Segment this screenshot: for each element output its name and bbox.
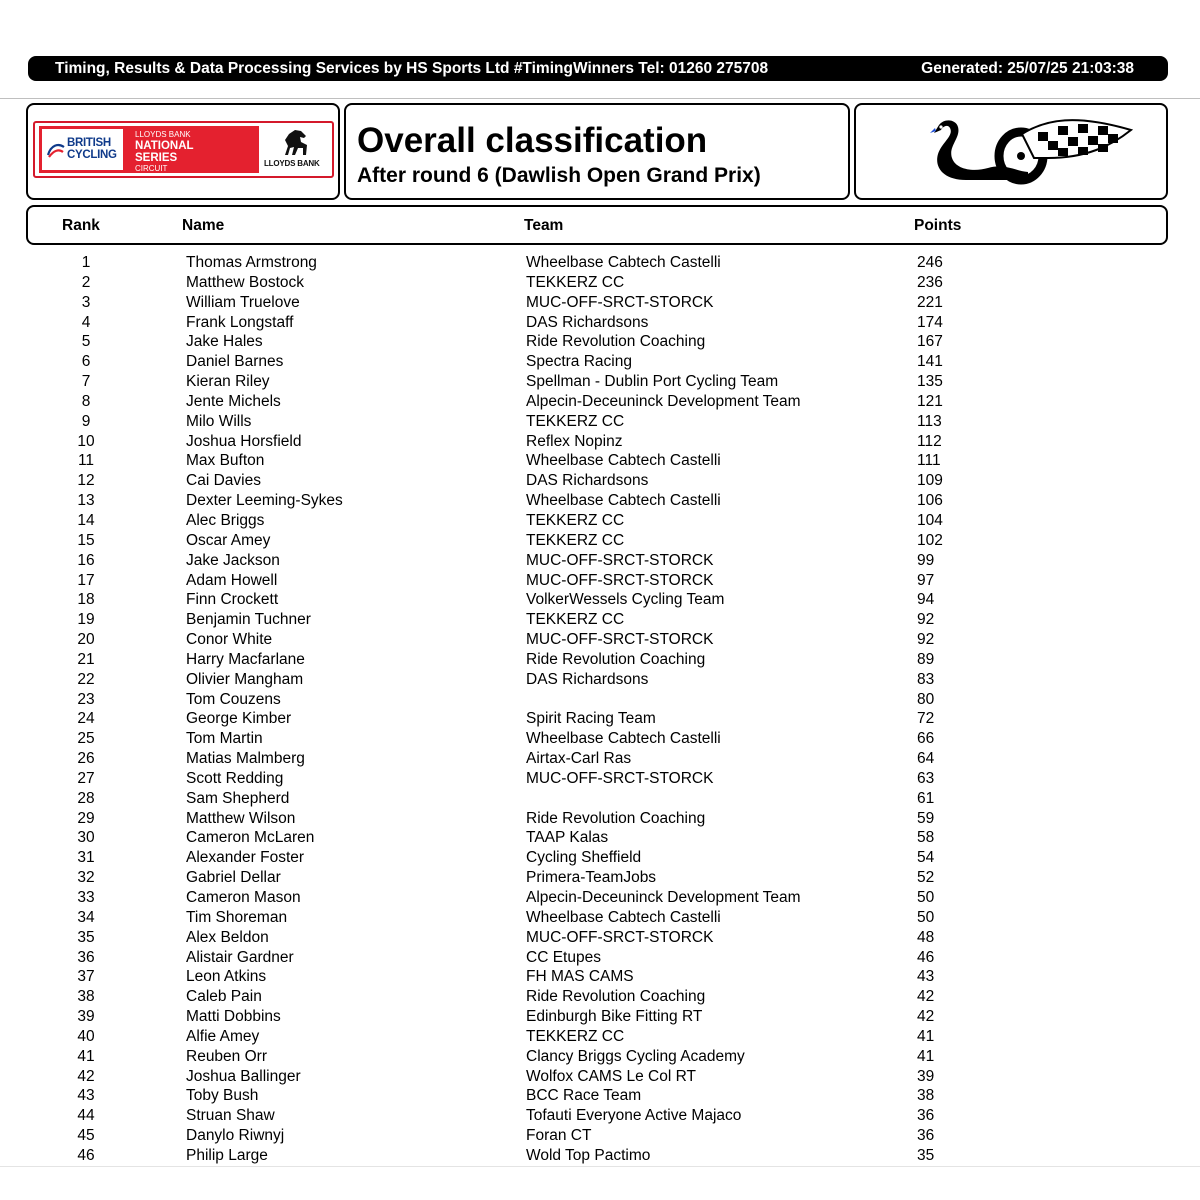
team-cell: MUC-OFF-SRCT-STORCK	[526, 928, 714, 946]
points-cell: 72	[917, 710, 935, 728]
circuit-text: CIRCUIT	[135, 164, 168, 173]
table-row	[0, 1047, 1200, 1067]
team-cell: TAAP Kalas	[526, 829, 609, 847]
rank-cell: 4	[81, 313, 91, 331]
table-row	[0, 332, 1200, 352]
points-cell: 36	[917, 1107, 935, 1125]
team-cell: DAS Richardsons	[526, 472, 649, 490]
team-cell: Reflex Nopinz	[526, 432, 623, 450]
table-row	[0, 432, 1200, 452]
points-cell: 92	[917, 631, 935, 649]
table-header	[26, 205, 1168, 245]
rider-name-cell: Tom Martin	[186, 730, 263, 748]
points-cell: 41	[917, 1047, 935, 1065]
rank-cell: 22	[77, 670, 95, 688]
rank-cell: 25	[77, 730, 95, 748]
points-cell: 92	[917, 611, 935, 629]
british-cycling-wordmark: BRITISH CYCLING	[67, 137, 117, 161]
points-cell: 66	[917, 730, 935, 748]
rider-name-cell: Gabriel Dellar	[186, 869, 281, 887]
team-cell: Ride Revolution Coaching	[526, 809, 706, 827]
rider-name-cell: Matthew Bostock	[186, 273, 305, 291]
rider-name-cell: Harry Macfarlane	[186, 650, 305, 668]
title-panel	[344, 103, 850, 200]
points-cell: 174	[917, 313, 943, 331]
rank-cell: 30	[77, 829, 95, 847]
table-row	[0, 352, 1200, 372]
footer-divider	[0, 1166, 1200, 1167]
points-cell: 135	[917, 373, 943, 391]
national-series-logo	[33, 121, 334, 178]
rider-name-cell: Alfie Amey	[186, 1027, 260, 1045]
rider-name-cell: Scott Redding	[186, 769, 284, 787]
team-cell: TEKKERZ CC	[526, 611, 625, 629]
points-cell: 48	[917, 928, 935, 946]
rider-name-cell: Joshua Ballinger	[186, 1067, 301, 1085]
team-cell: TEKKERZ CC	[526, 511, 625, 529]
rider-name-cell: Jake Jackson	[186, 551, 280, 569]
table-row	[0, 392, 1200, 412]
team-cell: MUC-OFF-SRCT-STORCK	[526, 631, 714, 649]
table-row	[0, 1126, 1200, 1146]
rank-cell: 42	[77, 1067, 95, 1085]
rider-name-cell: Cameron Mason	[186, 889, 301, 906]
table-row	[0, 1027, 1200, 1047]
rider-name-cell: Alec Briggs	[186, 511, 265, 529]
points-cell: 104	[917, 511, 943, 529]
rank-cell: 29	[77, 809, 95, 827]
lloyds-bank-wordmark: LLOYDS BANK	[264, 159, 320, 168]
team-cell: TEKKERZ CC	[526, 412, 625, 430]
rank-cell: 33	[77, 889, 95, 906]
table-row	[0, 491, 1200, 511]
rank-cell: 5	[81, 333, 91, 351]
team-cell: Wheelbase Cabtech Castelli	[526, 452, 721, 470]
rank-cell: 36	[77, 948, 95, 966]
team-cell: Alpecin-Deceuninck Development Team	[526, 392, 801, 410]
team-cell: Alpecin-Deceuninck Development Team	[526, 889, 801, 906]
column-header-name: Name	[182, 217, 225, 234]
black-horse-icon	[279, 128, 313, 158]
table-row	[0, 571, 1200, 591]
rank-cell: 35	[77, 928, 95, 946]
rank-cell: 45	[77, 1127, 95, 1145]
table-row	[0, 908, 1200, 928]
national-series-text: NATIONAL SERIES	[135, 140, 194, 164]
points-cell: 246	[917, 254, 943, 271]
points-cell: 121	[917, 392, 943, 410]
points-cell: 83	[917, 670, 935, 688]
points-cell: 109	[917, 472, 943, 490]
team-cell: Edinburgh Bike Fitting RT	[526, 1008, 703, 1026]
rank-cell: 16	[77, 551, 95, 569]
rider-name-cell: Joshua Horsfield	[186, 432, 302, 450]
points-cell: 54	[917, 849, 935, 867]
rider-name-cell: Jente Michels	[186, 392, 281, 410]
rider-name-cell: Daniel Barnes	[186, 353, 284, 371]
rank-cell: 40	[77, 1027, 95, 1045]
points-cell: 35	[917, 1146, 935, 1164]
rider-name-cell: Conor White	[186, 631, 273, 649]
rank-cell: 14	[77, 511, 95, 529]
points-cell: 50	[917, 889, 935, 906]
points-cell: 64	[917, 750, 935, 768]
emblem-panel	[854, 103, 1168, 200]
team-cell: Wheelbase Cabtech Castelli	[526, 730, 721, 748]
rank-cell: 10	[77, 432, 95, 450]
rank-cell: 9	[81, 412, 91, 430]
rider-name-cell: Olivier Mangham	[186, 670, 304, 688]
table-row	[0, 809, 1200, 829]
team-cell: Ride Revolution Coaching	[526, 650, 706, 668]
team-cell: MUC-OFF-SRCT-STORCK	[526, 551, 714, 569]
rider-name-cell: Tom Couzens	[186, 690, 281, 708]
table-row	[0, 511, 1200, 531]
points-cell: 58	[917, 829, 935, 847]
rider-name-cell: Philip Large	[186, 1146, 268, 1164]
table-row	[0, 690, 1200, 710]
team-cell: Primera-TeamJobs	[526, 869, 657, 887]
team-cell: Wheelbase Cabtech Castelli	[526, 492, 721, 510]
table-row	[0, 1007, 1200, 1027]
rider-name-cell: Adam Howell	[186, 571, 278, 589]
points-cell: 38	[917, 1087, 935, 1105]
team-cell: Wheelbase Cabtech Castelli	[526, 908, 721, 926]
swan-checkered-flag-icon	[926, 114, 1141, 194]
points-cell: 97	[917, 571, 935, 589]
rank-cell: 6	[81, 353, 91, 371]
cycling-swirl-icon	[46, 141, 66, 159]
timing-banner	[28, 56, 1168, 81]
table-row	[0, 828, 1200, 848]
points-cell: 39	[917, 1067, 935, 1085]
column-header-team: Team	[524, 217, 564, 234]
points-cell: 42	[917, 1008, 935, 1026]
team-cell: MUC-OFF-SRCT-STORCK	[526, 293, 714, 311]
column-header-points: Points	[914, 217, 962, 234]
table-row	[0, 451, 1200, 471]
rank-cell: 24	[77, 710, 95, 728]
rank-cell: 11	[77, 452, 95, 470]
points-cell: 94	[917, 591, 935, 609]
rank-cell: 13	[77, 492, 95, 510]
points-cell: 113	[917, 412, 942, 430]
points-cell: 63	[917, 769, 935, 787]
rider-name-cell: Matias Malmberg	[186, 750, 305, 768]
rider-name-cell: Sam Shepherd	[186, 789, 290, 807]
rank-cell: 28	[77, 789, 95, 807]
team-cell: TEKKERZ CC	[526, 273, 625, 291]
rank-cell: 27	[77, 769, 95, 787]
table-row	[0, 967, 1200, 987]
banner-generated-text: Generated: 25/07/25 21:03:38	[921, 59, 1134, 77]
table-row	[0, 987, 1200, 1007]
rider-name-cell: Struan Shaw	[186, 1107, 275, 1125]
table-row	[0, 769, 1200, 789]
team-cell: Tofauti Everyone Active Majaco	[526, 1107, 742, 1125]
rider-name-cell: Caleb Pain	[186, 988, 262, 1006]
table-row	[0, 313, 1200, 333]
rider-name-cell: Toby Bush	[186, 1087, 259, 1105]
sponsor-logo-panel	[26, 103, 340, 200]
table-row	[0, 610, 1200, 630]
rank-cell: 7	[81, 373, 91, 391]
team-cell: Wold Top Pactimo	[526, 1146, 651, 1164]
table-row	[0, 670, 1200, 690]
team-cell: DAS Richardsons	[526, 670, 649, 688]
header-divider	[0, 98, 1200, 99]
rank-cell: 23	[77, 690, 95, 708]
rank-cell: 37	[77, 968, 95, 986]
rider-name-cell: Alexander Foster	[186, 849, 305, 867]
points-cell: 106	[917, 492, 943, 510]
rank-cell: 19	[77, 611, 95, 629]
rider-name-cell: Finn Crockett	[186, 591, 279, 609]
rank-cell: 38	[77, 988, 95, 1006]
team-cell: MUC-OFF-SRCT-STORCK	[526, 571, 714, 589]
team-cell: TEKKERZ CC	[526, 1027, 625, 1045]
rider-name-cell: Jake Hales	[186, 333, 263, 351]
rank-cell: 31	[77, 849, 95, 867]
rank-cell: 41	[77, 1047, 95, 1065]
team-cell: MUC-OFF-SRCT-STORCK	[526, 769, 714, 787]
rank-cell: 20	[77, 631, 95, 649]
rank-cell: 17	[77, 571, 95, 589]
team-cell: BCC Race Team	[526, 1087, 642, 1105]
rider-name-cell: Dexter Leeming-Sykes	[186, 492, 343, 510]
rider-name-cell: Cameron McLaren	[186, 829, 315, 847]
points-cell: 50	[917, 908, 935, 926]
team-cell: Ride Revolution Coaching	[526, 333, 706, 351]
rider-name-cell: Reuben Orr	[186, 1047, 267, 1065]
team-cell: Foran CT	[526, 1127, 592, 1145]
rider-name-cell: Max Bufton	[186, 452, 265, 470]
points-cell: 46	[917, 948, 935, 966]
team-cell: Wolfox CAMS Le Col RT	[526, 1067, 696, 1085]
table-row	[0, 471, 1200, 491]
points-cell: 221	[917, 293, 943, 311]
points-cell: 61	[917, 789, 935, 807]
rider-name-cell: Kieran Riley	[186, 373, 270, 391]
rider-name-cell: Benjamin Tuchner	[186, 611, 311, 629]
points-cell: 59	[917, 809, 935, 827]
logo-red-block	[39, 126, 259, 173]
table-row	[0, 293, 1200, 313]
rider-name-cell: Matti Dobbins	[186, 1008, 281, 1026]
team-cell: CC Etupes	[526, 948, 601, 966]
table-row	[0, 253, 1200, 273]
rider-name-cell: William Truelove	[186, 293, 300, 311]
team-cell: Spirit Racing Team	[526, 710, 656, 728]
british-cycling-logo	[42, 129, 123, 170]
points-cell: 141	[917, 353, 943, 371]
team-cell: Clancy Briggs Cycling Academy	[526, 1047, 745, 1065]
points-cell: 41	[917, 1027, 935, 1045]
banner-provider-text: Timing, Results & Data Processing Services by HS Sports Ltd #TimingWinners Tel: 01260 275708	[55, 59, 769, 77]
rank-cell: 26	[77, 750, 95, 768]
points-cell: 236	[917, 273, 943, 291]
page-title: Overall classification	[357, 121, 708, 160]
rider-name-cell: Matthew Wilson	[186, 809, 296, 827]
rank-cell: 39	[77, 1008, 95, 1026]
points-cell: 111	[917, 452, 941, 470]
table-row	[0, 868, 1200, 888]
points-cell: 99	[917, 551, 935, 569]
team-cell: Spellman - Dublin Port Cycling Team	[526, 373, 779, 391]
rank-cell: 44	[77, 1107, 95, 1125]
rider-name-cell: George Kimber	[186, 710, 292, 728]
table-row	[0, 928, 1200, 948]
table-row	[0, 1067, 1200, 1087]
table-row	[0, 551, 1200, 571]
rank-cell: 21	[77, 650, 95, 668]
table-row	[0, 531, 1200, 551]
rider-name-cell: Tim Shoreman	[186, 908, 288, 926]
points-cell: 42	[917, 988, 935, 1006]
table-row	[0, 1106, 1200, 1126]
rider-name-cell: Alistair Gardner	[186, 948, 294, 966]
classification-table	[0, 253, 1200, 1166]
points-cell: 102	[917, 531, 943, 549]
table-row	[0, 630, 1200, 650]
table-row	[0, 412, 1200, 432]
table-row	[0, 590, 1200, 610]
rank-cell: 12	[77, 472, 95, 490]
column-header-rank: Rank	[62, 217, 100, 234]
table-row	[0, 1086, 1200, 1106]
team-cell: VolkerWessels Cycling Team	[526, 591, 725, 609]
team-cell: Spectra Racing	[526, 353, 632, 371]
team-cell: TEKKERZ CC	[526, 531, 625, 549]
rider-name-cell: Alex Beldon	[186, 928, 269, 946]
rider-name-cell: Oscar Amey	[186, 531, 271, 549]
team-cell: DAS Richardsons	[526, 313, 649, 331]
rank-cell: 18	[77, 591, 95, 609]
table-row	[0, 709, 1200, 729]
table-row	[0, 789, 1200, 809]
points-cell: 52	[917, 869, 935, 887]
page-subtitle: After round 6 (Dawlish Open Grand Prix)	[357, 164, 761, 187]
points-cell: 167	[917, 333, 943, 351]
rank-cell: 3	[81, 293, 91, 311]
rank-cell: 15	[77, 531, 95, 549]
table-row	[0, 848, 1200, 868]
rank-cell: 43	[77, 1087, 95, 1105]
points-cell: 43	[917, 968, 935, 986]
table-row	[0, 729, 1200, 749]
rank-cell: 2	[81, 273, 91, 291]
team-cell: Cycling Sheffield	[526, 849, 642, 867]
table-row	[0, 749, 1200, 769]
points-cell: 36	[917, 1127, 935, 1145]
team-cell: FH MAS CAMS	[526, 968, 634, 986]
rank-cell: 8	[81, 392, 91, 410]
points-cell: 112	[917, 432, 942, 450]
rider-name-cell: Leon Atkins	[186, 968, 267, 986]
rider-name-cell: Cai Davies	[186, 472, 261, 490]
team-cell: Airtax-Carl Ras	[526, 750, 632, 768]
table-row	[0, 273, 1200, 293]
rank-cell: 46	[77, 1146, 95, 1164]
rider-name-cell: Thomas Armstrong	[186, 254, 317, 271]
rider-name-cell: Milo Wills	[186, 412, 252, 430]
table-row	[0, 1146, 1200, 1166]
table-row	[0, 948, 1200, 968]
points-cell: 89	[917, 650, 935, 668]
points-cell: 80	[917, 690, 935, 708]
rank-cell: 32	[77, 869, 95, 887]
table-row	[0, 650, 1200, 670]
table-row	[0, 888, 1200, 908]
team-cell: Ride Revolution Coaching	[526, 988, 706, 1006]
rank-cell: 34	[77, 908, 95, 926]
rider-name-cell: Danylo Riwnyj	[186, 1127, 285, 1145]
lloyds-bank-small-text: LLOYDS BANK	[135, 130, 191, 139]
rider-name-cell: Frank Longstaff	[186, 313, 294, 331]
table-row	[0, 372, 1200, 392]
team-cell: Wheelbase Cabtech Castelli	[526, 254, 721, 271]
rank-cell: 1	[81, 254, 91, 271]
